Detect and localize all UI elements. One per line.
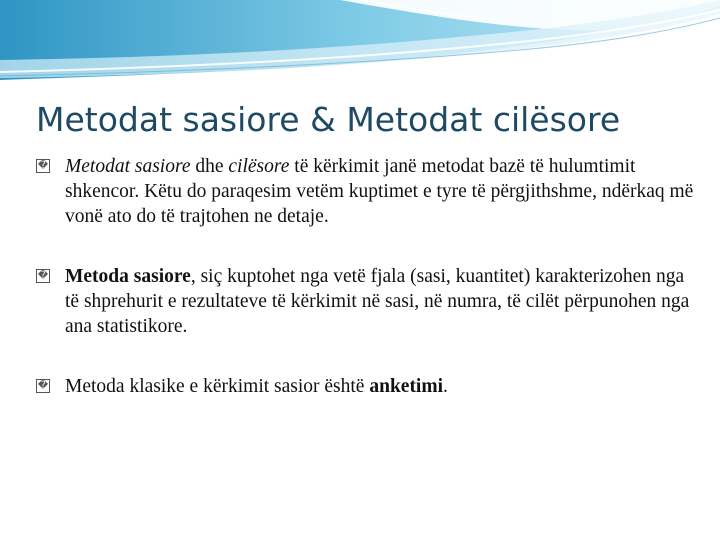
bullet-1-text-a: dhe	[190, 156, 229, 177]
bullet-3-text: Metoda klasike e kërkimit sasior është	[65, 376, 370, 397]
bullet-1-text-b: të kërkimit janë metodat bazë të hulumtimit shkencor. Këtu do paraqesim vetëm kuptimet e tyre të përgjithshme, ndërkaq më vonë ato do të trajtohen ne detaje.	[65, 156, 694, 227]
bullet-1-emphasis-qualitative: cilësore	[228, 156, 290, 177]
bullet-3-trail: .	[443, 376, 448, 397]
bullet-item-1	[36, 154, 696, 229]
bullet-box-icon: �	[37, 160, 49, 171]
bullet-item-3	[36, 374, 696, 399]
bullet-box-icon: �	[37, 380, 49, 391]
header-wave-decoration	[0, 0, 720, 90]
bullet-2-bold-term: Metoda sasiore	[65, 266, 191, 287]
bullet-box-icon: �	[37, 270, 49, 281]
bullet-1-emphasis-quantitative: Metodat sasiore	[65, 156, 191, 177]
bullet-3-bold-term: anketimi	[369, 376, 444, 397]
slide-title: Metodat sasiore & Metodat cilësore	[36, 100, 621, 139]
bullet-item-2	[36, 264, 696, 339]
bullet-2-text: , siç kuptohet nga vetë fjala (sasi, kuantitet) karakterizohen nga të shprehurit e rezultateve të kërkimit në sasi, në numra, të cilët përpunohen nga ana statistikore.	[65, 266, 690, 337]
slide-body	[36, 154, 696, 399]
